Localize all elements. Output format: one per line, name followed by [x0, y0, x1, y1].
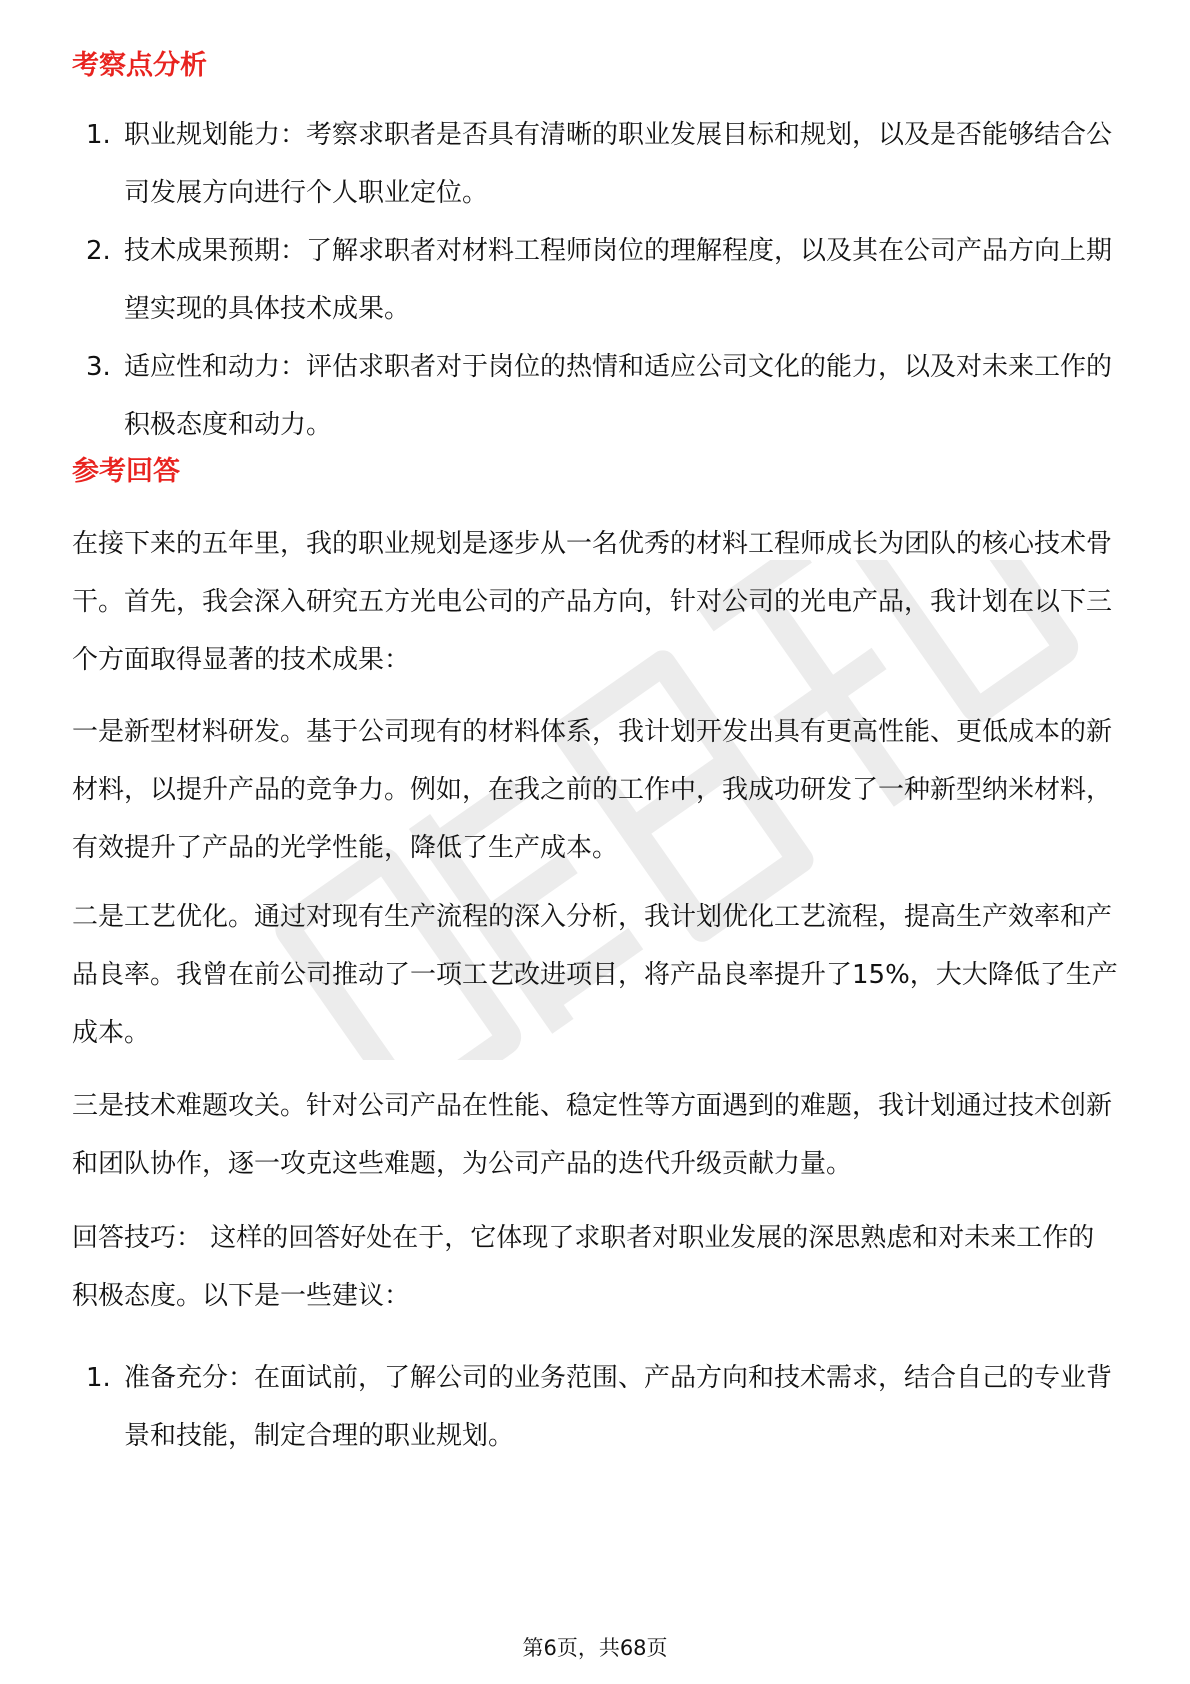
list-item	[72, 338, 1132, 454]
answer-paragraph-intro: 在接下来的五年里，我的职业规划是逐步从一名优秀的材料工程师成长为团队的核心技术骨干。首先，我会深入研究五方光电公司的产品方向，针对公司的光电产品，我计划在以下三个方面取得显著的技术成果：	[72, 529, 1113, 675]
answer-tips-intro: 回答技巧： 这样的回答好处在于，它体现了求职者对职业发展的深思熟虑和对未来工作的积极态度。以下是一些建议：	[72, 1223, 1095, 1311]
list-item-number: 1.	[86, 1363, 111, 1393]
list-item-number: 3.	[86, 352, 111, 382]
answer-paragraph-challenges: 三是技术难题攻关。针对公司产品在性能、稳定性等方面遇到的难题，我计划通过技术创新和团队协作，逐一攻克这些难题，为公司产品的迭代升级贡献力量。	[72, 1091, 1113, 1179]
list-item-text: 适应性和动力：评估求职者对于岗位的热情和适应公司文化的能力，以及对未来工作的积极态度和动力。	[124, 352, 1113, 440]
list-item-number: 1.	[86, 120, 111, 150]
analysis-list	[72, 106, 1132, 454]
list-item-text: 技术成果预期：了解求职者对材料工程师岗位的理解程度，以及其在公司产品方向上期望实现的具体技术成果。	[124, 236, 1113, 324]
section-heading-reference-answer: 参考回答	[72, 456, 180, 487]
list-item	[72, 222, 1132, 338]
list-item-text: 准备充分：在面试前，了解公司的业务范围、产品方向和技术需求，结合自己的专业背景和技能，制定合理的职业规划。	[124, 1363, 1113, 1451]
tips-list	[72, 1349, 1132, 1465]
answer-paragraph-process: 二是工艺优化。通过对现有生产流程的深入分析，我计划优化工艺流程，提高生产效率和产品良率。我曾在前公司推动了一项工艺改进项目，将产品良率提升了15%，大大降低了生产成本。	[72, 902, 1118, 1048]
list-item	[72, 1349, 1132, 1465]
answer-paragraph-materials: 一是新型材料研发。基于公司现有的材料体系，我计划开发出具有更高性能、更低成本的新材料，以提升产品的竞争力。例如，在我之前的工作中，我成功研发了一种新型纳米材料，有效提升了产品的光学性能，降低了生产成本。	[72, 717, 1113, 863]
section-heading-analysis: 考察点分析	[72, 50, 207, 81]
page-number-footer: 第6页，共68页	[522, 1636, 668, 1660]
list-item-text: 职业规划能力：考察求职者是否具有清晰的职业发展目标和规划，以及是否能够结合公司发展方向进行个人职业定位。	[124, 120, 1113, 208]
list-item	[72, 106, 1132, 222]
list-item-number: 2.	[86, 236, 111, 266]
